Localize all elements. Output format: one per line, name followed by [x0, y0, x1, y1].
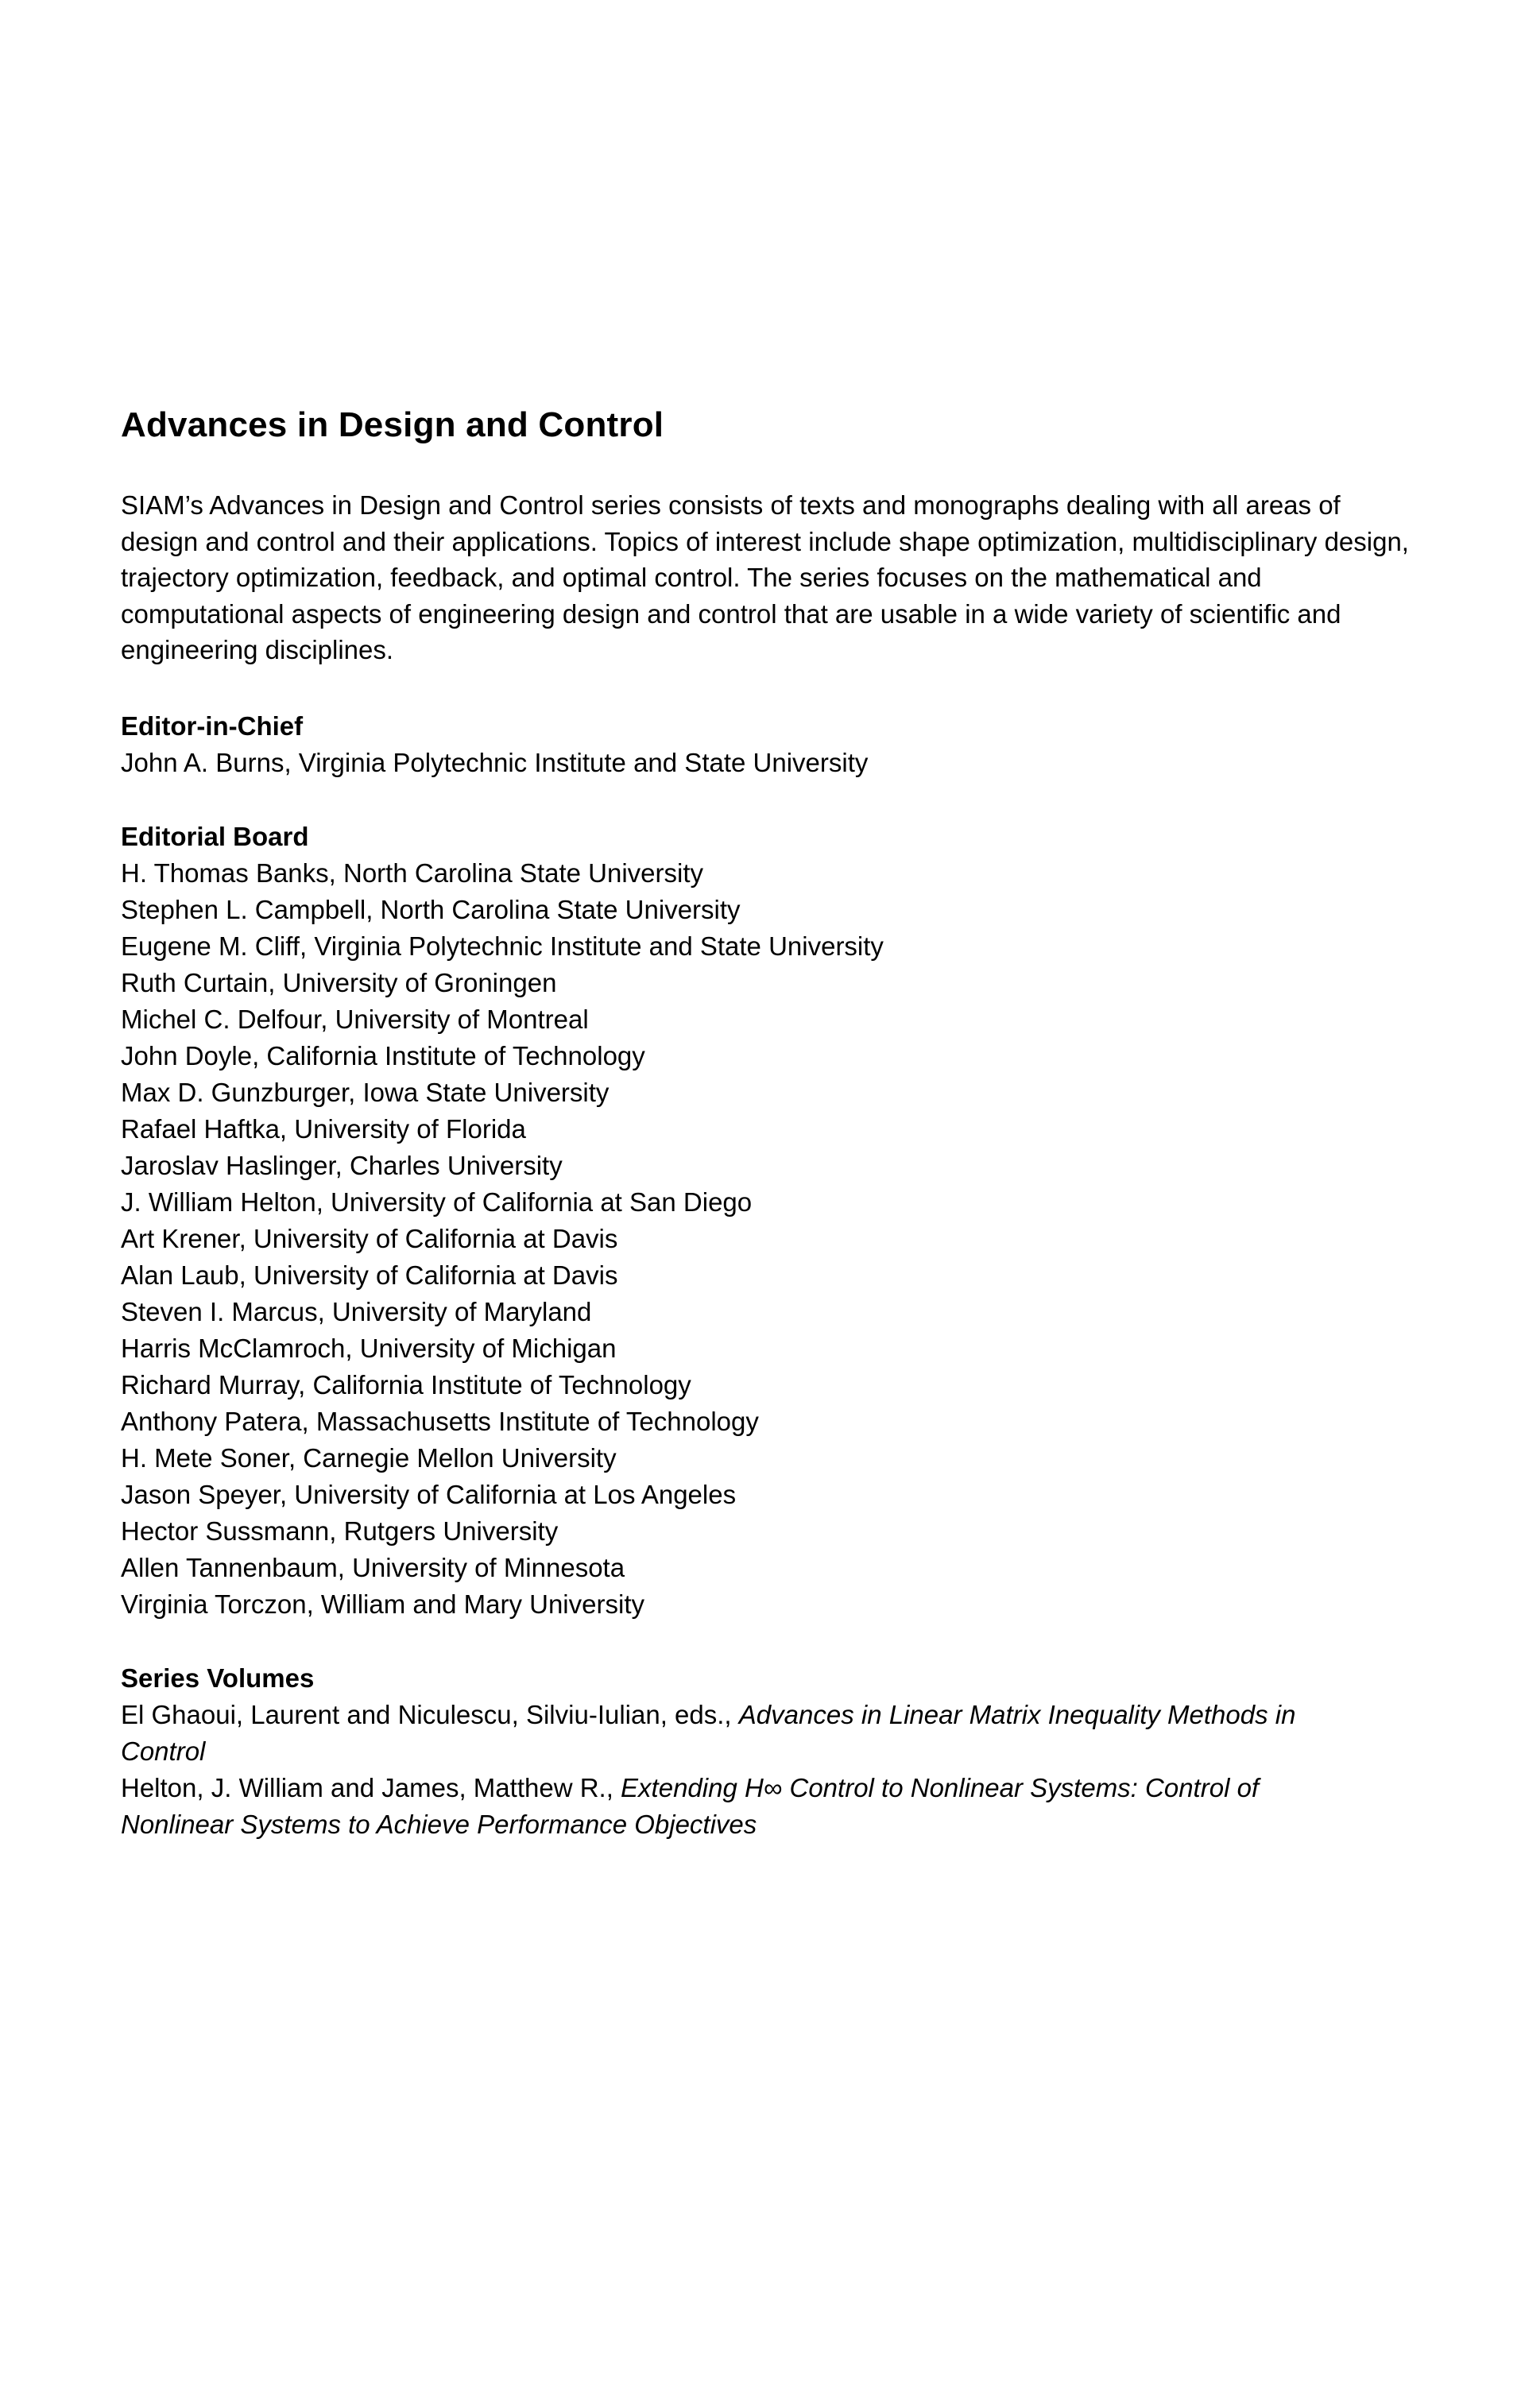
- board-member: Eugene M. Cliff, Virginia Polytechnic Institute and State University: [121, 931, 884, 961]
- series-page: [121, 401, 1424, 1880]
- board-member: Allen Tannenbaum, University of Minnesota: [121, 1552, 625, 1582]
- board-member: John Doyle, California Institute of Technology: [121, 1040, 645, 1070]
- editorial-board-heading: Editorial Board: [121, 821, 309, 851]
- board-member: Anthony Patera, Massachusetts Institute of Technology: [121, 1406, 759, 1436]
- board-member: J. William Helton, University of California at San Diego: [121, 1187, 753, 1217]
- board-member: Jaroslav Haslinger, Charles University: [121, 1150, 563, 1180]
- series-title: Advances in Design and Control: [121, 405, 664, 444]
- board-member: H. Thomas Banks, North Carolina State University: [121, 858, 704, 888]
- series-volumes-section: [121, 1660, 1424, 1843]
- board-member: Max D. Gunzburger, Iowa State University: [121, 1077, 610, 1107]
- editor-in-chief-name: John A. Burns, Virginia Polytechnic Institute and State University: [121, 747, 869, 777]
- editorial-board-section: [121, 819, 1424, 1623]
- volume-authors: El Ghaoui, Laurent and Niculescu, Silviu-Iulian, eds.,: [121, 1699, 739, 1729]
- board-member: Hector Sussmann, Rutgers University: [121, 1516, 559, 1546]
- board-member: Art Krener, University of California at Davis: [121, 1223, 618, 1253]
- series-volume: [121, 1770, 1360, 1843]
- editor-in-chief-heading: Editor-in-Chief: [121, 710, 304, 741]
- board-member: H. Mete Soner, Carnegie Mellon University: [121, 1442, 617, 1473]
- editor-in-chief-section: [121, 708, 1424, 781]
- volume-authors: Helton, J. William and James, Matthew R.,: [121, 1772, 621, 1802]
- board-member: Ruth Curtain, University of Groningen: [121, 967, 557, 997]
- board-member: Jason Speyer, University of California at Los Angeles: [121, 1479, 737, 1509]
- series-description: SIAM’s Advances in Design and Control series consists of texts and monographs dealing with all areas of design and control and their applications. Topics of interest include shape optimization, multidisciplinary design, trajectory optimization, feedback, and optimal control. The series focuses on the mathematical and computational aspects of engineering design and control that are usable in a wide variety of scientific and engineering disciplines.: [121, 490, 1409, 664]
- board-member: Virginia Torczon, William and Mary University: [121, 1589, 644, 1619]
- board-member: Harris McClamroch, University of Michigan: [121, 1333, 617, 1363]
- board-member: Richard Murray, California Institute of Technology: [121, 1369, 691, 1400]
- volume-title: Extending H∞ Control to Nonlinear Systems: Control of Nonlinear Systems to Achieve Performance Objectives: [121, 1772, 1260, 1839]
- board-member: Alan Laub, University of California at Davis: [121, 1260, 618, 1290]
- board-member: Stephen L. Campbell, North Carolina State University: [121, 894, 741, 924]
- volume-title: Advances in Linear Matrix Inequality Methods in Control: [121, 1699, 1296, 1766]
- series-volume: [121, 1697, 1360, 1770]
- board-member: Michel C. Delfour, University of Montreal: [121, 1004, 589, 1034]
- series-volumes-heading: Series Volumes: [121, 1663, 315, 1693]
- board-member: Rafael Haftka, University of Florida: [121, 1113, 526, 1144]
- board-member: Steven I. Marcus, University of Maryland: [121, 1296, 592, 1326]
